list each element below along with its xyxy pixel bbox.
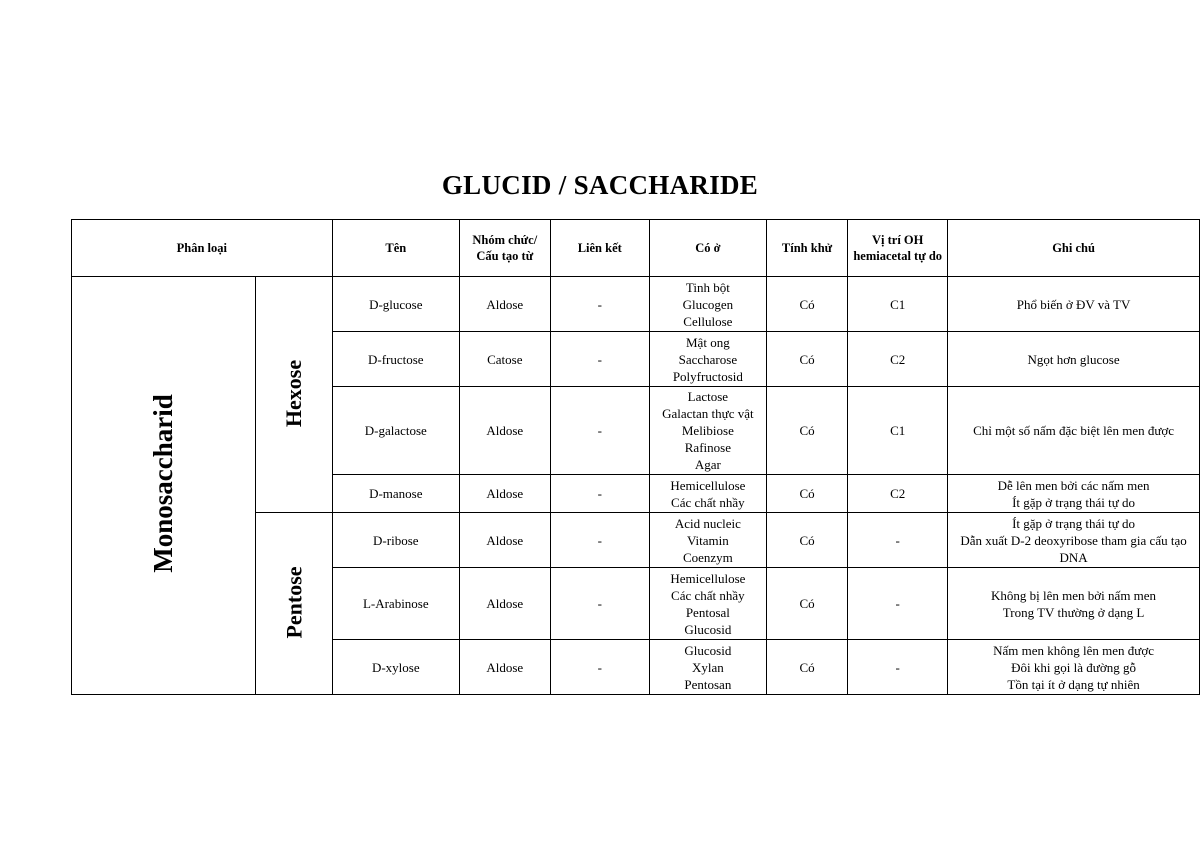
cell-lien-ket: - (550, 332, 649, 387)
table-row (72, 277, 1200, 332)
cell-co-o (649, 387, 766, 475)
cell-co-o-line: Pentosal (685, 604, 730, 620)
cell-ten: D-xylose (332, 640, 459, 695)
header-nhom-chuc: Nhóm chức/ Cấu tạo từ (459, 220, 550, 277)
cell-co-o (649, 640, 766, 695)
cell-co-o-line: Xylan (691, 659, 724, 675)
cell-ghi-chu-line: Trong TV thường ở dạng L (1002, 604, 1145, 620)
cell-ghi-chu (948, 332, 1200, 387)
cell-tinh-khu: Có (766, 513, 847, 568)
saccharide-table (71, 219, 1200, 695)
cell-co-o-line: Pentosan (684, 676, 732, 692)
header-row (72, 220, 1200, 277)
cell-co-o-line: Coenzym (682, 549, 733, 565)
cell-co-o-line: Glucosid (684, 642, 732, 658)
header-lien-ket: Liên kết (550, 220, 649, 277)
cell-co-o-line: Melibiose (681, 423, 734, 438)
cell-ghi-chu-line: Ít gặp ở trạng thái tự do (1012, 494, 1136, 510)
cell-vi-tri: C2 (848, 475, 948, 513)
cell-ghi-chu (948, 277, 1200, 332)
cell-ghi-chu-line: Ngọt hơn glucose (1027, 351, 1120, 367)
cell-lien-ket: - (550, 513, 649, 568)
cell-co-o-line: Hemicellulose (670, 477, 746, 493)
cell-lien-ket: - (550, 640, 649, 695)
cell-vi-tri: - (848, 640, 948, 695)
cell-nhom-chuc: Aldose (459, 640, 550, 695)
cell-ten: D-manose (332, 475, 459, 513)
cell-co-o-line: Lactose (687, 389, 729, 404)
cell-co-o-line: Acid nucleic (674, 515, 741, 531)
group-cell (72, 277, 256, 695)
cell-tinh-khu: Có (766, 475, 847, 513)
cell-vi-tri: - (848, 568, 948, 640)
cell-co-o (649, 513, 766, 568)
header-vi-tri: Vị trí OH hemiacetal tự do (848, 220, 948, 277)
cell-co-o (649, 568, 766, 640)
cell-co-o-line: Rafinose (684, 440, 731, 455)
cell-ghi-chu-line: Ít gặp ở trạng thái tự do (1012, 515, 1136, 531)
cell-nhom-chuc: Aldose (459, 568, 550, 640)
cell-ghi-chu-line: Nấm men không lên men được (993, 642, 1154, 658)
cell-co-o-line: Vitamin (686, 532, 729, 548)
cell-ghi-chu-line: Chỉ một số nấm đặc biệt lên men được (973, 423, 1175, 438)
page-title: GLUCID / SACCHARIDE (441, 170, 759, 200)
subgroup-cell-pentose (255, 513, 332, 695)
cell-ghi-chu (948, 568, 1200, 640)
cell-tinh-khu: Có (766, 332, 847, 387)
cell-ghi-chu-line: Phổ biến ở ĐV và TV (1016, 296, 1131, 312)
cell-ghi-chu-line: Tồn tại ít ở dạng tự nhiên (1007, 676, 1140, 692)
cell-ten: D-glucose (332, 277, 459, 332)
cell-nhom-chuc: Aldose (459, 513, 550, 568)
cell-vi-tri: - (848, 513, 948, 568)
header-co-o: Có ở (649, 220, 766, 277)
cell-co-o (649, 277, 766, 332)
cell-nhom-chuc: Aldose (459, 277, 550, 332)
cell-tinh-khu: Có (766, 568, 847, 640)
header-ghi-chu: Ghi chú (948, 220, 1200, 277)
cell-co-o-line: Polyfructosid (672, 368, 743, 384)
cell-ghi-chu-line: Không bị lên men bởi nấm men (991, 587, 1157, 603)
cell-co-o-line: Mật ong (686, 334, 730, 350)
cell-ghi-chu (948, 475, 1200, 513)
cell-nhom-chuc: Aldose (459, 475, 550, 513)
cell-lien-ket: - (550, 475, 649, 513)
cell-co-o (649, 332, 766, 387)
cell-co-o-line: Galactan thực vật (662, 406, 754, 421)
group-label: Monosaccharid (147, 394, 178, 573)
cell-ghi-chu-line: Dẫn xuất D-2 deoxyribose tham gia cấu tạo DNA (960, 532, 1187, 565)
cell-co-o-line: Agar (694, 457, 721, 472)
subgroup-label-pentose: Pentose (281, 565, 307, 639)
subgroup-label-hexose: Hexose (281, 359, 307, 427)
cell-co-o-line: Các chất nhầy (671, 587, 745, 603)
cell-co-o-line: Tinh bột (685, 279, 730, 295)
cell-vi-tri: C2 (848, 332, 948, 387)
cell-co-o-line: Cellulose (683, 313, 733, 329)
cell-ten: D-fructose (332, 332, 459, 387)
cell-ten: L-Arabinose (332, 568, 459, 640)
cell-co-o-line: Hemicellulose (670, 570, 746, 586)
cell-nhom-chuc: Aldose (459, 387, 550, 475)
cell-tinh-khu: Có (766, 387, 847, 475)
cell-co-o (649, 475, 766, 513)
cell-co-o-line: Glucogen (682, 296, 734, 312)
cell-lien-ket: - (550, 568, 649, 640)
header-tinh-khu: Tính khử (766, 220, 847, 277)
cell-ghi-chu (948, 640, 1200, 695)
cell-tinh-khu: Có (766, 640, 847, 695)
header-ten: Tên (332, 220, 459, 277)
cell-co-o-line: Saccharose (678, 351, 738, 367)
cell-co-o-line: Các chất nhầy (671, 494, 745, 510)
cell-vi-tri: C1 (848, 387, 948, 475)
cell-ghi-chu-line: Dễ lên men bởi các nấm men (997, 477, 1150, 493)
cell-ten: D-ribose (332, 513, 459, 568)
cell-tinh-khu: Có (766, 277, 847, 332)
header-phan-loai: Phân loại (72, 220, 333, 277)
cell-lien-ket: - (550, 387, 649, 475)
cell-co-o-line: Glucosid (684, 621, 732, 637)
cell-vi-tri: C1 (848, 277, 948, 332)
cell-lien-ket: - (550, 277, 649, 332)
cell-ghi-chu (948, 513, 1200, 568)
cell-ghi-chu (948, 387, 1200, 475)
cell-ten: D-galactose (332, 387, 459, 475)
cell-nhom-chuc: Catose (459, 332, 550, 387)
cell-ghi-chu-line: Đôi khi gọi là đường gỗ (1011, 659, 1136, 675)
subgroup-cell-hexose (255, 277, 332, 513)
